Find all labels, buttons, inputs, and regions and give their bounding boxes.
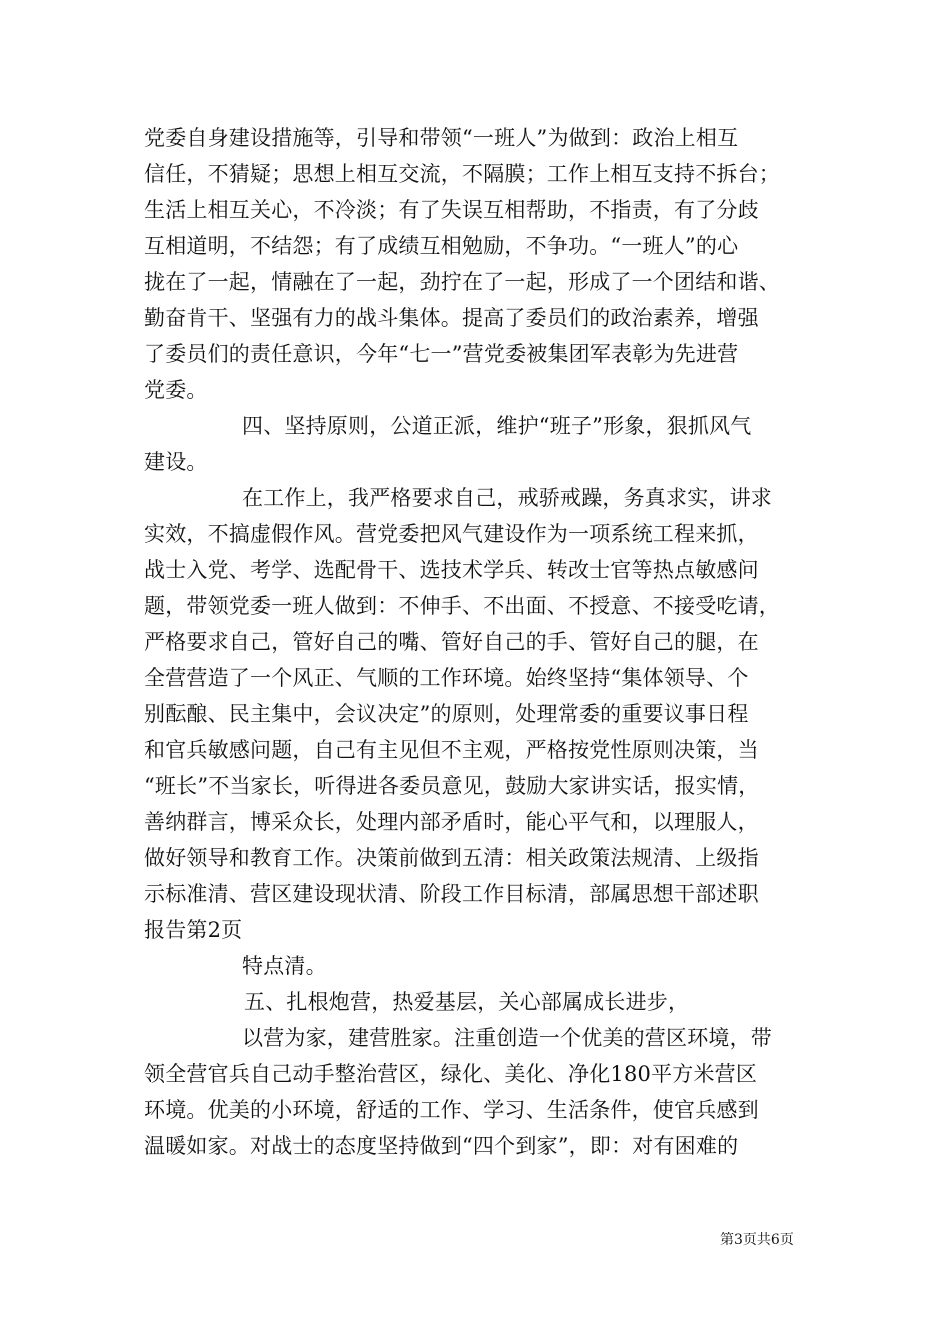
text-line: 别酝酿、民主集中，会议决定”的原则，处理常委的重要议事日程 bbox=[144, 702, 749, 726]
text-line: “班长”不当家长，听得进各委员意见，鼓励大家讲实话，报实情， bbox=[144, 774, 760, 798]
paragraph-start: 在工作上，我严格要求自己，戒骄戒躁，务真求实，讲求 bbox=[242, 486, 772, 510]
section-heading-5: 五、扎根炮营，热爱基层，关心部属成长进步， bbox=[244, 990, 690, 1014]
text-line: 了委员们的责任意识，今年“七一”营党委被集团军表彰为先进营 bbox=[144, 342, 739, 366]
document-body bbox=[144, 120, 816, 1164]
text-line: 和官兵敏感问题，自己有主见但不主观，严格按党性原则决策，当 bbox=[144, 738, 759, 762]
text-line: 生活上相互关心，不冷淡；有了失误互相帮助，不指责，有了分歧 bbox=[144, 198, 759, 222]
text-line: 全营营造了一个风正、气顺的工作环境。始终坚持“集体领导、个 bbox=[144, 666, 749, 690]
section-heading-4: 四、坚持原则，公道正派，维护“班子”形象，狠抓风气 bbox=[242, 414, 752, 438]
text-line: 战士入党、考学、选配骨干、选技术学兵、转改士官等热点敏感问 bbox=[144, 558, 759, 582]
paragraph-start: 以营为家，建营胜家。注重创造一个优美的营区环境，带 bbox=[242, 1026, 772, 1050]
text-line: 党委。 bbox=[144, 378, 208, 402]
text-line: 互相道明，不结怨；有了成绩互相勉励，不争功。“一班人”的心 bbox=[144, 234, 739, 258]
text-line: 报告第2页 bbox=[144, 918, 243, 942]
text-line: 环境。优美的小环境，舒适的工作、学习、生活条件，使官兵感到 bbox=[144, 1098, 759, 1122]
text-line: 实效，不搞虚假作风。营党委把风气建设作为一项系统工程来抓， bbox=[144, 522, 759, 546]
text-line: 领全营官兵自己动手整治营区，绿化、美化、净化180平方米营区 bbox=[144, 1062, 758, 1086]
text-line: 拢在了一起，情融在了一起，劲拧在了一起，形成了一个团结和谐、 bbox=[144, 270, 780, 294]
text-line: 建设。 bbox=[144, 450, 208, 474]
text-line: 信任，不猜疑；思想上相互交流，不隔膜；工作上相互支持不拆台； bbox=[144, 162, 780, 186]
text-line: 温暖如家。对战士的态度坚持做到“四个到家”，即：对有困难的 bbox=[144, 1134, 739, 1158]
text-line: 题，带领党委一班人做到：不伸手、不出面、不授意、不接受吃请， bbox=[144, 594, 780, 618]
page-number-footer: 第3页共6页 bbox=[720, 1232, 794, 1248]
text-line: 示标准清、营区建设现状清、阶段工作目标清，部属思想干部述职 bbox=[144, 882, 759, 906]
text-line: 善纳群言，博采众长，处理内部矛盾时，能心平气和，以理服人， bbox=[144, 810, 759, 834]
text-line: 特点清。 bbox=[242, 954, 327, 978]
text-line: 勤奋肯干、坚强有力的战斗集体。提高了委员们的政治素养，增强 bbox=[144, 306, 759, 330]
text-line: 做好领导和教育工作。决策前做到五清：相关政策法规清、上级指 bbox=[144, 846, 759, 870]
text-line: 党委自身建设措施等，引导和带领“一班人”为做到：政治上相互 bbox=[144, 126, 739, 150]
text-line: 严格要求自己，管好自己的嘴、管好自己的手、管好自己的腿，在 bbox=[144, 630, 759, 654]
